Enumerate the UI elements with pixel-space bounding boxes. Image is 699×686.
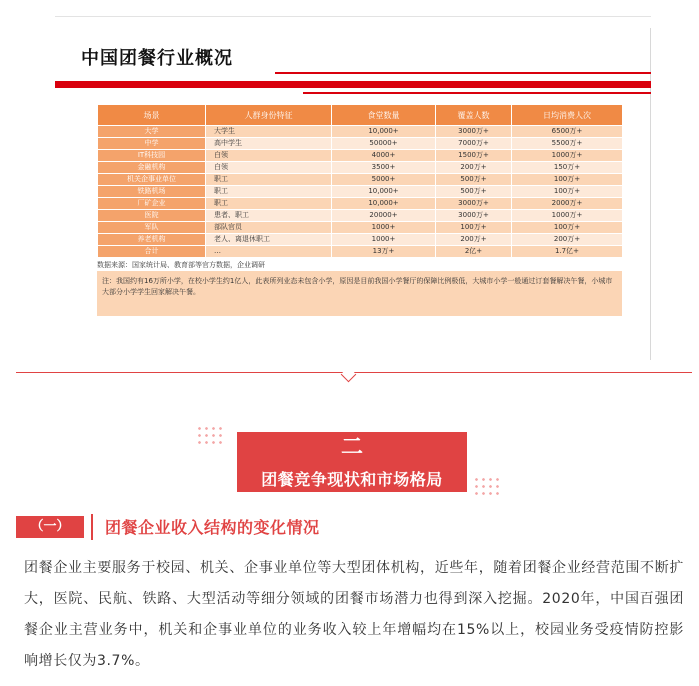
table-cell: 3000万+: [436, 210, 512, 222]
table-cell: 7000万+: [436, 138, 512, 150]
table-cell: 10,000+: [332, 126, 436, 138]
red-accent-bar: [55, 81, 651, 88]
data-source: 数据来源：国家统计局、教育部等官方数据，企业调研: [97, 261, 265, 269]
table-cell: 100万+: [512, 174, 623, 186]
table-cell: 1000+: [332, 234, 436, 246]
table-cell: 1500万+: [436, 150, 512, 162]
table-cell: 职工: [206, 198, 332, 210]
table-row: [98, 246, 623, 258]
table-cell: 10,000+: [332, 186, 436, 198]
table-cell: 3000万+: [436, 126, 512, 138]
subsection-title: 团餐企业收入结构的变化情况: [105, 518, 320, 537]
table-cell: 白领: [206, 162, 332, 174]
header-cell: 覆盖人数: [436, 105, 512, 126]
table-cell: 1000万+: [512, 210, 623, 222]
section-header: [237, 432, 467, 492]
table-cell: IT科技园: [98, 150, 206, 162]
table-cell: 1000万+: [512, 150, 623, 162]
table-row: [98, 162, 623, 174]
section-number: 二: [340, 435, 363, 460]
table-cell: 6500万+: [512, 126, 623, 138]
decorative-dots: [473, 476, 501, 498]
header-cell: 场景: [98, 105, 206, 126]
table-cell: 13万+: [332, 246, 436, 258]
table-note: 注：我国约有16万所小学，在校小学生约1亿人，此表所列业态未包含小学，原因是目前我国小学餐厅的保障比例极低，大城市小学一般通过订套餐解决午餐，小城市大部分小学学生回家解决午餐。: [97, 271, 622, 316]
decorative-dots: [196, 425, 224, 447]
table-cell: 2亿+: [436, 246, 512, 258]
table-cell: 2000万+: [512, 198, 623, 210]
table-cell: 1000+: [332, 222, 436, 234]
table-row: [98, 126, 623, 138]
slide-right-border: [650, 28, 651, 360]
header-cell: 人群身份特征: [206, 105, 332, 126]
table-cell: 100万+: [512, 186, 623, 198]
table-cell: 500万+: [436, 186, 512, 198]
table-cell: 10,000+: [332, 198, 436, 210]
table-cell: 职工: [206, 186, 332, 198]
table-row: [98, 150, 623, 162]
table-cell: 4000+: [332, 150, 436, 162]
table-cell: 5500万+: [512, 138, 623, 150]
table-cell: 大学: [98, 126, 206, 138]
table-cell: 20000+: [332, 210, 436, 222]
table-cell: 中学: [98, 138, 206, 150]
red-accent-line-top: [275, 72, 651, 74]
table-cell: 职工: [206, 174, 332, 186]
table-cell: 军队: [98, 222, 206, 234]
table-row: [98, 186, 623, 198]
table-cell: 100万+: [512, 222, 623, 234]
table-cell: 200万+: [436, 234, 512, 246]
table-cell: 厂矿企业: [98, 198, 206, 210]
table-cell: 养老机构: [98, 234, 206, 246]
red-accent-line-bottom: [303, 92, 651, 94]
table-cell: 1.7亿+: [512, 246, 623, 258]
header-cell: 食堂数量: [332, 105, 436, 126]
table-row: [98, 234, 623, 246]
table-cell: 铁路机场: [98, 186, 206, 198]
slide-title: 中国团餐行业概况: [81, 48, 233, 69]
table-cell: 50000+: [332, 138, 436, 150]
table-row: [98, 138, 623, 150]
slide-top-border: [55, 16, 651, 17]
table-cell: 合计: [98, 246, 206, 258]
section-title: 团餐竞争现状和市场格局: [261, 470, 443, 489]
table-cell: 500万+: [436, 174, 512, 186]
table-cell: 3500+: [332, 162, 436, 174]
table-cell: 大学生: [206, 126, 332, 138]
table-cell: 患者、职工: [206, 210, 332, 222]
table-cell: 200万+: [512, 234, 623, 246]
table-row: [98, 210, 623, 222]
subsection-separator: [91, 514, 93, 540]
table-cell: 3000万+: [436, 198, 512, 210]
header-cell: 日均消费人次: [512, 105, 623, 126]
table-cell: 150万+: [512, 162, 623, 174]
table-cell: 200万+: [436, 162, 512, 174]
table-cell: 医院: [98, 210, 206, 222]
table-row: [98, 222, 623, 234]
body-paragraph: 团餐企业主要服务于校园、机关、企事业单位等大型团体机构，近些年，随着团餐企业经营范围不断扩大，医院、民航、铁路、大型活动等细分领域的团餐市场潜力也得到深入挖掘。2020年，中国百强团餐企业主营业务中，机关和企事业单位的业务收入较上年增幅均在15%以上，校园业务受疫情防控影响增长仅为3.7%。: [24, 560, 684, 669]
table-cell: 5000+: [332, 174, 436, 186]
table-header-row: [98, 105, 623, 126]
catering-scenes-table: [97, 104, 623, 258]
table-cell: 机关企事业单位: [98, 174, 206, 186]
table-cell: 老人、离退休职工: [206, 234, 332, 246]
table-row: [98, 174, 623, 186]
table-cell: 白领: [206, 150, 332, 162]
table-cell: 高中学生: [206, 138, 332, 150]
table-cell: 金融机构: [98, 162, 206, 174]
table-cell: …: [206, 246, 332, 258]
table-cell: 部队官员: [206, 222, 332, 234]
divider-chevron-icon: [341, 367, 357, 383]
industry-overview-slide: [55, 16, 651, 360]
table-row: [98, 198, 623, 210]
subsection-tag: （一）: [16, 516, 84, 538]
table-cell: 100万+: [436, 222, 512, 234]
